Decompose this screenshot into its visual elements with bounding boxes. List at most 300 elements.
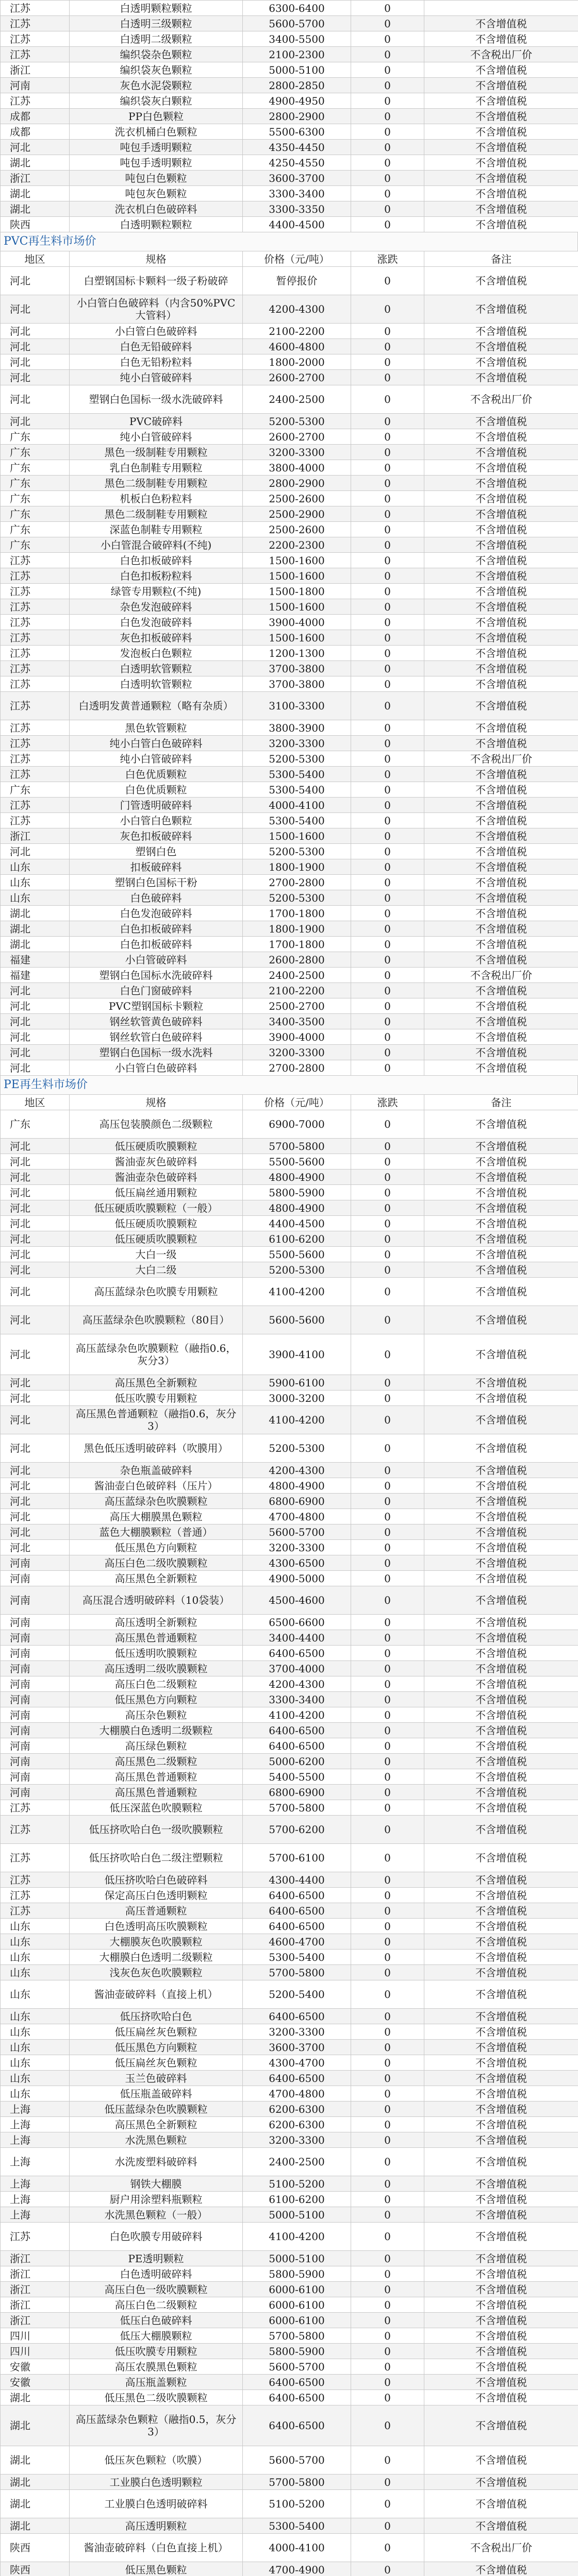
row-region: 江苏 [1,599,70,615]
row-product: 白色无铅破碎料 [70,339,243,354]
row-region: 河北 [1,385,70,414]
table-row [1,615,578,630]
row-product: 黑色软管颗粒 [70,720,243,736]
row-change: 0 [351,1571,424,1586]
row-region: 江苏 [1,1872,70,1888]
row-product: 纯小白管破碎料 [70,370,243,385]
row-product: 蓝色大棚膜颗粒（普通） [70,1524,243,1540]
row-change: 0 [351,1110,424,1139]
row-product: 白透明发黄普通颗粒（略有杂质） [70,692,243,720]
row-note: 不含增值税 [424,2390,578,2405]
table-row [1,1934,578,1950]
row-change: 0 [351,445,424,460]
row-price: 3800-4000 [243,460,351,476]
row-change: 0 [351,1334,424,1375]
row-region: 山东 [1,2024,70,2040]
row-change: 0 [351,2009,424,2024]
row-change: 0 [351,1216,424,1231]
row-region: 河南 [1,1723,70,1738]
row-region: 江苏 [1,646,70,661]
row-change: 0 [351,568,424,584]
row-price: 6400-6500 [243,2405,351,2446]
row-price: 3700-3800 [243,676,351,692]
row-region: 河北 [1,1434,70,1463]
row-product: 灰色扣板破碎料 [70,630,243,646]
row-price: 1700-1800 [243,906,351,921]
row-product: 塑钢白色国标水洗破碎料 [70,968,243,983]
row-change: 0 [351,217,424,232]
row-change: 0 [351,1509,424,1524]
table-row [1,2405,578,2446]
table-row [1,2024,578,2040]
row-product: 白色扣板粉粒料 [70,568,243,584]
table-row [1,1754,578,1769]
row-note: 不含增值税 [424,2282,578,2297]
row-price: 5200-5400 [243,1980,351,2009]
row-change: 0 [351,1769,424,1785]
table-row [1,491,578,506]
row-change: 0 [351,1919,424,1934]
row-product: 水洗废塑料破碎料 [70,2148,243,2176]
table-row [1,414,578,429]
row-price: 4800-4900 [243,1170,351,1185]
row-price: 5500-5600 [243,1247,351,1262]
row-region: 江苏 [1,1,70,16]
row-region: 河北 [1,1391,70,1406]
table-row [1,1154,578,1170]
row-change: 0 [351,1029,424,1045]
row-price: 5700-5800 [243,1965,351,1980]
row-change: 0 [351,2266,424,2282]
table-row [1,2282,578,2297]
row-change: 0 [351,2446,424,2475]
row-change: 0 [351,324,424,339]
row-change: 0 [351,2375,424,2390]
row-product: 酱油壶杂色破碎料 [70,1170,243,1185]
row-product: 酱油壶破碎料（白色直接上机） [70,2534,243,2562]
row-product: 大白二级 [70,1262,243,1278]
row-note: 不含增值税 [424,720,578,736]
row-change: 0 [351,692,424,720]
row-region: 湖北 [1,921,70,937]
row-region: 上海 [1,2148,70,2176]
row-region: 河南 [1,1661,70,1676]
row-price: 2500-2600 [243,491,351,506]
row-product: 低压挤吹哈白色二级注塑颗粒 [70,1844,243,1872]
row-note: 不含增值税 [424,767,578,782]
row-price: 6400-6500 [243,1723,351,1738]
table-row [1,1692,578,1707]
table-row [1,522,578,537]
row-note: 不含增值税 [424,736,578,751]
row-product: 大白一级 [70,1247,243,1262]
row-note: 不含增值税 [424,1646,578,1661]
row-note: 不含增值税 [424,906,578,921]
row-product: 洗衣机桶白色颗粒 [70,124,243,140]
row-product: 小白管白色颗粒 [70,813,243,828]
row-change: 0 [351,1154,424,1170]
table-row [1,124,578,140]
row-region: 上海 [1,2102,70,2117]
row-price: 5700-6100 [243,1844,351,1872]
row-region: 河北 [1,1463,70,1478]
table-row [1,537,578,553]
row-change: 0 [351,295,424,324]
row-price: 5000-6200 [243,1754,351,1769]
row-region: 浙江 [1,2266,70,2282]
row-region: 山东 [1,1965,70,1980]
row-region: 河南 [1,1555,70,1571]
row-region: 河北 [1,844,70,859]
table-row [1,1375,578,1391]
row-change: 0 [351,370,424,385]
row-change: 0 [351,2297,424,2313]
row-note: 不含增值税 [424,1934,578,1950]
pe-section-title: PE再生料市场价 [0,1076,578,1094]
row-price: 6400-6500 [243,2071,351,2086]
row-change: 0 [351,1406,424,1434]
table-row [1,1571,578,1586]
row-price: 3200-3300 [243,736,351,751]
row-note: 不含增值税 [424,844,578,859]
row-note: 不含增值税 [424,2102,578,2117]
row-region: 江苏 [1,553,70,568]
table-row [1,2390,578,2405]
row-region: 河北 [1,1334,70,1375]
header-change: 涨跌 [351,1095,424,1110]
row-region: 河北 [1,1139,70,1154]
row-note: 不含增值税 [424,1434,578,1463]
row-region: 河南 [1,1586,70,1615]
row-change: 0 [351,1707,424,1723]
row-change: 0 [351,844,424,859]
row-note: 不含增值税 [424,2475,578,2490]
row-price: 1200-1300 [243,646,351,661]
row-change: 0 [351,93,424,109]
row-change: 0 [351,1170,424,1185]
row-note: 不含增值税 [424,1185,578,1200]
row-price: 3300-3350 [243,201,351,217]
row-price: 6800-6900 [243,1494,351,1509]
row-price: 5600-5700 [243,2446,351,2475]
table-row [1,767,578,782]
table-row [1,2313,578,2328]
row-note: 不含增值税 [424,1555,578,1571]
row-region: 河北 [1,295,70,324]
row-change: 0 [351,2251,424,2266]
row-note: 不含增值税 [424,2344,578,2359]
row-product: 纯小白管白色破碎料 [70,736,243,751]
row-note: 不含增值税 [424,1494,578,1509]
row-region: 江苏 [1,16,70,31]
row-change: 0 [351,2490,424,2518]
row-note: 不含增值税 [424,2518,578,2534]
row-price: 6800-6900 [243,1785,351,1800]
table-row [1,1391,578,1406]
row-note: 不含增值税 [424,1844,578,1872]
row-product: 塑钢白色 [70,844,243,859]
row-note: 不含增值税 [424,937,578,952]
row-product: PP白色颗粒 [70,109,243,124]
row-region: 河北 [1,998,70,1014]
row-change: 0 [351,1014,424,1029]
row-region: 河北 [1,140,70,155]
row-change: 0 [351,31,424,47]
row-region: 河南 [1,1785,70,1800]
row-product: 低压蓝绿杂色吹膜颗粒 [70,2102,243,2117]
table-row [1,201,578,217]
row-change: 0 [351,968,424,983]
header-change: 涨跌 [351,251,424,267]
table-row [1,2132,578,2148]
row-price: 5100-5200 [243,2490,351,2518]
row-change: 0 [351,1630,424,1646]
row-note: 不含增值税 [424,1278,578,1306]
row-region: 河北 [1,1014,70,1029]
row-price: 4900-5000 [243,1571,351,1586]
row-note: 不含增值税 [424,460,578,476]
row-product: 白色吹膜专用破碎料 [70,2223,243,2251]
row-region: 河北 [1,1509,70,1524]
row-product: 杂色瓶盖破碎料 [70,1463,243,1478]
row-region: 江苏 [1,676,70,692]
row-region: 安徽 [1,2375,70,2390]
row-product: 水洗黑色颗粒 [70,2132,243,2148]
row-price: 4100-4200 [243,2223,351,2251]
row-price: 4700-4900 [243,2562,351,2576]
row-note: 不含增值税 [424,93,578,109]
row-note: 不含增值税 [424,339,578,354]
row-product: 纯小白管破碎料 [70,751,243,767]
row-price: 5700-5800 [243,1139,351,1154]
row-change: 0 [351,16,424,31]
row-change: 0 [351,2207,424,2223]
row-change: 0 [351,890,424,906]
row-product: 白色破碎料 [70,890,243,906]
row-price: 4700-4800 [243,1509,351,1524]
table-row [1,217,578,232]
row-product: 高压绿色颗粒 [70,1738,243,1754]
table-row [1,2446,578,2475]
row-note: 不含增值税 [424,201,578,217]
row-price: 4600-4800 [243,339,351,354]
row-note: 不含增值税 [424,1723,578,1738]
row-note: 不含增值税 [424,1139,578,1154]
row-price: 3200-3300 [243,1540,351,1555]
row-product: 吨包白色颗粒 [70,171,243,186]
table-row [1,1738,578,1754]
row-change: 0 [351,1586,424,1615]
row-price: 3700-3800 [243,661,351,676]
row-price: 4200-4300 [243,1676,351,1692]
row-price: 3400-5500 [243,31,351,47]
row-region: 江苏 [1,736,70,751]
row-product: 白色门窗破碎料 [70,983,243,998]
row-region: 湖北 [1,201,70,217]
row-region: 河北 [1,414,70,429]
row-price: 2400-2500 [243,385,351,414]
row-note: 不含增值税 [424,476,578,491]
row-region: 河北 [1,1375,70,1391]
row-note: 不含增值税 [424,1334,578,1375]
row-note: 不含增值税 [424,1965,578,1980]
table-row [1,1586,578,1615]
row-region: 广东 [1,522,70,537]
row-region: 河北 [1,1185,70,1200]
row-price: 2500-2900 [243,506,351,522]
row-note: 不含增值税 [424,2297,578,2313]
row-product: 白色透明高压吹膜颗粒 [70,1919,243,1934]
table-row [1,1406,578,1434]
row-product: 白色扣板破碎料 [70,937,243,952]
row-product: 低压挤吹哈白色破碎料 [70,1872,243,1888]
row-product: 保定高压白色透明颗粒 [70,1888,243,1903]
row-note: 不含增值税 [424,2207,578,2223]
row-product: 低压扁丝灰色颗粒 [70,2055,243,2071]
table-row [1,1494,578,1509]
row-region: 广东 [1,506,70,522]
table-row [1,1785,578,1800]
row-price: 5600-5700 [243,2359,351,2375]
row-note: 不含增值税 [424,1888,578,1903]
table-row [1,2223,578,2251]
row-region: 河北 [1,1154,70,1170]
row-region: 广东 [1,460,70,476]
row-region: 江苏 [1,720,70,736]
row-change: 0 [351,109,424,124]
row-note: 不含增值税 [424,2405,578,2446]
row-price: 5200-5300 [243,751,351,767]
row-change: 0 [351,476,424,491]
row-product: 高压瓶盖颗粒 [70,2375,243,2390]
row-price: 4100-4200 [243,1707,351,1723]
row-change: 0 [351,1965,424,1980]
row-change: 0 [351,2117,424,2132]
row-product: 小白管白色破碎料 [70,1060,243,1076]
table-row [1,354,578,370]
row-price: 5000-5100 [243,2207,351,2223]
row-change: 0 [351,676,424,692]
row-note: 不含增值税 [424,2055,578,2071]
table-row [1,859,578,875]
row-region: 河南 [1,1571,70,1586]
row-region: 河北 [1,370,70,385]
row-price: 5200-5300 [243,1434,351,1463]
row-price: 5100-5200 [243,2176,351,2192]
row-note: 不含增值税 [424,1903,578,1919]
row-region: 山东 [1,2009,70,2024]
row-region: 江苏 [1,692,70,720]
row-region: 浙江 [1,171,70,186]
row-product: 白色扣板破碎料 [70,553,243,568]
row-note: 不含增值税 [424,584,578,599]
row-note: 不含税出厂价 [424,2534,578,2562]
row-product: 编织袋杂色颗粒 [70,47,243,62]
row-change: 0 [351,1494,424,1509]
row-note: 不含增值税 [424,630,578,646]
row-region: 广东 [1,491,70,506]
row-product: 高压白色一级吹膜颗粒 [70,2282,243,2297]
row-product: 高压混合透明破碎料（10袋装） [70,1586,243,1615]
row-price: 4100-4200 [243,1406,351,1434]
row-price: 2500-2700 [243,998,351,1014]
row-note: 不含增值税 [424,1661,578,1676]
row-note: 不含增值税 [424,676,578,692]
row-note: 不含增值税 [424,1200,578,1216]
row-change: 0 [351,140,424,155]
row-note: 不含增值税 [424,890,578,906]
table-row [1,1524,578,1540]
row-note: 不含增值税 [424,782,578,798]
row-region: 江苏 [1,1844,70,1872]
table-row [1,1676,578,1692]
row-note: 不含增值税 [424,1754,578,1769]
row-note: 不含增值税 [424,31,578,47]
row-note: 不含增值税 [424,109,578,124]
row-product: 低压大棚膜颗粒 [70,2328,243,2344]
row-product: 低压硬质吹膜颗粒 [70,1231,243,1247]
table-row [1,1060,578,1076]
row-note: 不含增值税 [424,646,578,661]
row-region: 河南 [1,78,70,93]
row-price: 2600-2800 [243,952,351,968]
row-change: 0 [351,171,424,186]
row-change: 0 [351,1785,424,1800]
row-change: 0 [351,2102,424,2117]
row-change: 0 [351,1278,424,1306]
row-change: 0 [351,354,424,370]
row-price: 3200-3300 [243,445,351,460]
row-change: 0 [351,1555,424,1571]
table-row [1,1888,578,1903]
table-row [1,339,578,354]
row-price: 3100-3300 [243,692,351,720]
row-change: 0 [351,2562,424,2576]
row-price: 2600-2700 [243,429,351,445]
row-region: 河北 [1,1478,70,1494]
row-region: 河北 [1,1524,70,1540]
table-row [1,661,578,676]
row-price: 6500-6600 [243,1615,351,1630]
row-product: 高压蓝绿杂色吹膜颗粒（80目） [70,1306,243,1334]
row-note: 不含增值税 [424,1463,578,1478]
table-row [1,630,578,646]
row-price: 3200-3300 [243,1045,351,1060]
row-change: 0 [351,2344,424,2359]
row-change: 0 [351,1980,424,2009]
row-region: 山东 [1,1934,70,1950]
row-change: 0 [351,1692,424,1707]
row-product: 小白管混合破碎料(不纯) [70,537,243,553]
row-region: 山东 [1,2086,70,2102]
row-product: 编织袋灰色颗粒 [70,62,243,78]
row-note: 不含增值税 [424,1045,578,1060]
table-row [1,1231,578,1247]
row-change: 0 [351,429,424,445]
row-note: 不含增值税 [424,217,578,232]
row-note: 不含增值税 [424,1014,578,1029]
row-product: 钢丝软管白色破碎料 [70,1029,243,1045]
row-price: 5200-5300 [243,414,351,429]
row-product: 高压黑色普通颗粒 [70,1785,243,1800]
row-product: 低压黑色方向颗粒 [70,1692,243,1707]
row-region: 陕西 [1,2534,70,2562]
row-change: 0 [351,2475,424,2490]
row-change: 0 [351,124,424,140]
table-row [1,2359,578,2375]
row-note: 不含增值税 [424,324,578,339]
row-price: 3300-3400 [243,1692,351,1707]
